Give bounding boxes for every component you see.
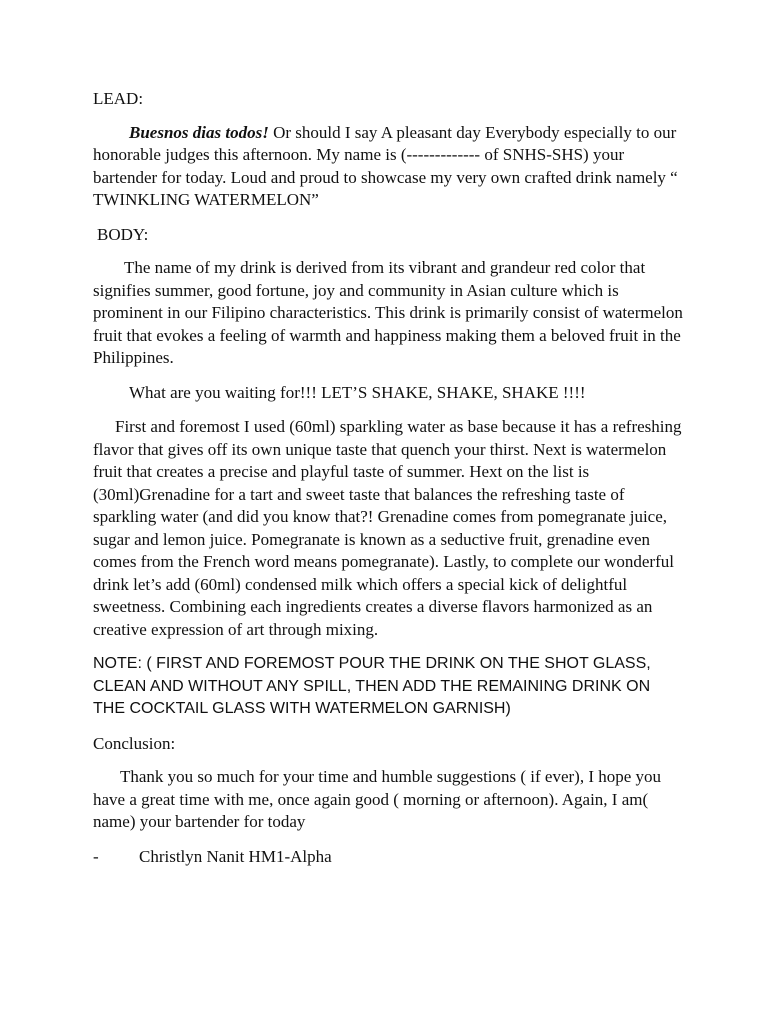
body-heading: BODY: [97, 224, 149, 244]
shake-line: What are you waiting for!!! LET’S SHAKE, SHAKE, SHAKE !!!! [129, 382, 586, 402]
signature-name: Christlyn Nanit HM1-Alpha [139, 846, 332, 866]
conclusion-heading: Conclusion: [93, 733, 176, 753]
conclusion-paragraph: Thank you so much for your time and humble suggestions ( if ever), I hope you have a great time with me, once again good ( morning or afternoon). Again, I am( name) your bartender for today [93, 767, 662, 831]
lead-greeting: Buesnos dias todos! [129, 122, 269, 142]
lead-paragraph [93, 122, 683, 212]
ingredients-paragraph: First and foremost I used (60ml) sparkling water as base because it has a refreshing flavor that gives off its own unique taste that quench your thirst. Next is watermelon fruit that creates a precise and playful taste of summer. Hext on the list is (30ml)Grenadine for a tart and sweet taste that balances the refreshing taste of sparkling water (and did you know that?! Grenadine comes from pomegranate juice, sugar and lemon juice. Pomegranate is known as a seductive fruit, grenadine even comes from the French word means pomegranate). Lastly, to complete our wonderful drink let’s add (60ml) condensed milk which offers a special kick of delightful sweetness. Combining each ingredients creates a diverse flavors harmonized as an creative expression of art through mixing. [93, 417, 682, 639]
note-paragraph: NOTE: ( FIRST AND FOREMOST POUR THE DRINK ON THE SHOT GLASS, CLEAN AND WITHOUT ANY SPILL, THEN ADD THE REMAINING DRINK ON THE COCKTAIL GLASS WITH WATERMELON GARNISH) [93, 655, 651, 717]
body-paragraph: The name of my drink is derived from its vibrant and grandeur red color that signifies summer, good fortune, joy and community in Asian culture which is prominent in our Filipino characteristics. This drink is primarily consist of watermelon fruit that evokes a feeling of warmth and happiness making them a beloved fruit in the Philippines. [93, 258, 683, 367]
signature-line [93, 846, 683, 869]
signature-dash: - [93, 846, 99, 866]
lead-heading: LEAD: [93, 89, 144, 108]
lead-text: Or should I say A pleasant day Everybody especially to our honorable judges this afternoon. My name is (------------- of SNHS-SHS) your bartender for today. Loud and proud to showcase my very own crafted drink namely “ TWINKLING WATERMELON” [93, 122, 678, 209]
document-page [93, 88, 683, 868]
